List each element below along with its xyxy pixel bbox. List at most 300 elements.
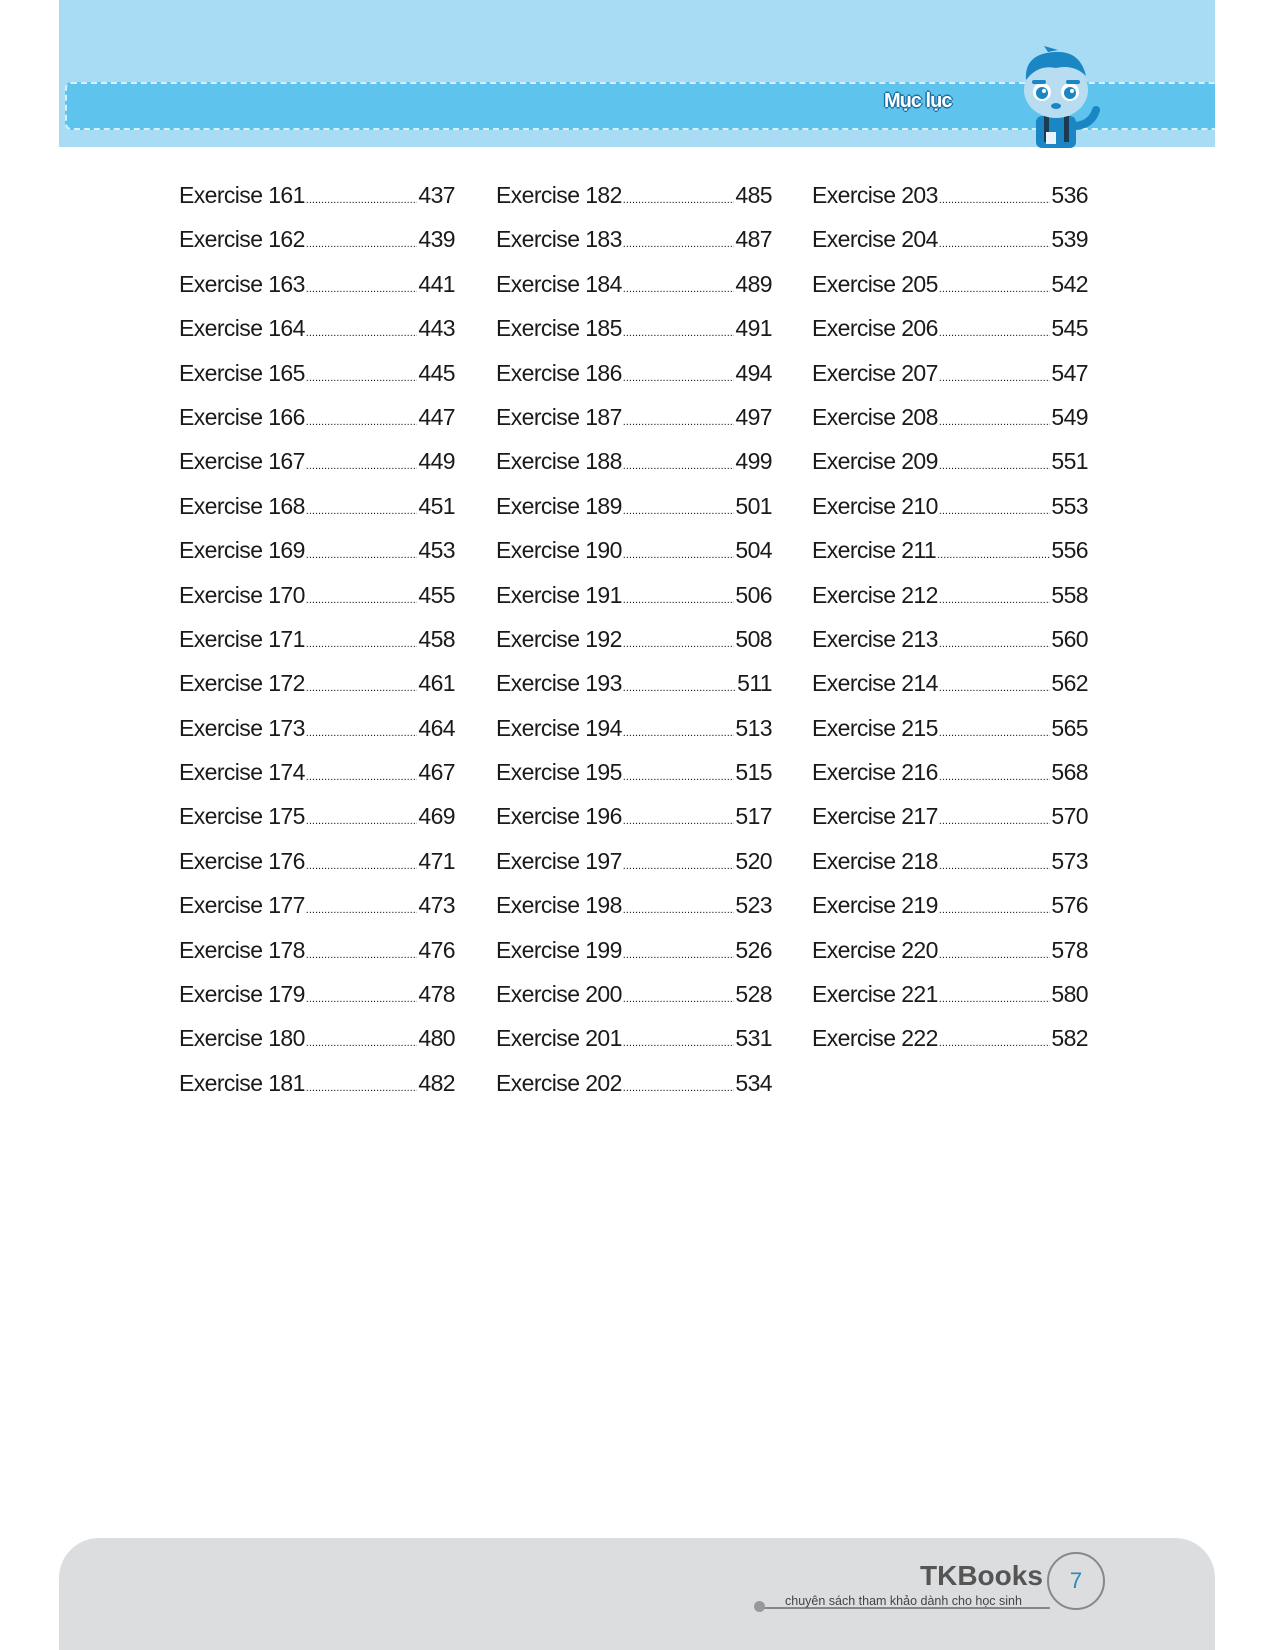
entry-number: 183 bbox=[585, 226, 622, 253]
leader-dots bbox=[306, 283, 418, 295]
leader-dots bbox=[306, 238, 418, 250]
entry-page: 449 bbox=[418, 448, 455, 475]
leader-dots bbox=[623, 372, 735, 384]
entry-page: 553 bbox=[1051, 492, 1088, 519]
toc-entry[interactable] bbox=[812, 803, 1088, 847]
entry-page: 501 bbox=[735, 492, 772, 519]
entry-label: Exercise bbox=[179, 226, 263, 253]
toc-entry[interactable] bbox=[179, 226, 455, 270]
toc-entry[interactable] bbox=[179, 937, 455, 981]
entry-page: 487 bbox=[735, 226, 772, 253]
entry-page: 473 bbox=[418, 892, 455, 919]
entry-number: 165 bbox=[268, 359, 305, 386]
leader-dots bbox=[623, 238, 735, 250]
leader-dots bbox=[623, 993, 735, 1005]
entry-page: 489 bbox=[735, 270, 772, 297]
brand-tagline: chuyên sách tham khảo dành cho học sinh bbox=[785, 1594, 1022, 1608]
entry-label: Exercise bbox=[496, 359, 580, 386]
entry-page: 478 bbox=[418, 981, 455, 1008]
leader-dots bbox=[939, 727, 1051, 739]
mascot-boy-icon bbox=[1014, 46, 1104, 148]
toc-entry[interactable] bbox=[812, 315, 1088, 359]
entry-page: 513 bbox=[735, 714, 772, 741]
toc-column bbox=[496, 182, 772, 1114]
entry-label: Exercise bbox=[179, 581, 263, 608]
entry-number: 194 bbox=[585, 714, 622, 741]
entry-page: 504 bbox=[735, 537, 772, 564]
entry-number: 212 bbox=[901, 581, 938, 608]
entry-number: 202 bbox=[585, 1069, 622, 1096]
entry-number: 181 bbox=[268, 1069, 305, 1096]
toc-entry[interactable] bbox=[496, 715, 772, 759]
page-number: 7 bbox=[1069, 1568, 1083, 1593]
entry-number: 218 bbox=[901, 847, 938, 874]
entry-number: 205 bbox=[901, 270, 938, 297]
toc-entry[interactable] bbox=[179, 759, 455, 803]
leader-dots bbox=[623, 727, 735, 739]
entry-label: Exercise bbox=[179, 448, 263, 475]
toc-entry[interactable] bbox=[496, 759, 772, 803]
entry-label: Exercise bbox=[812, 803, 896, 830]
leader-dots bbox=[306, 327, 418, 339]
entry-number: 162 bbox=[268, 226, 305, 253]
entry-page: 520 bbox=[735, 847, 772, 874]
toc-entry[interactable] bbox=[496, 360, 772, 404]
leader-dots bbox=[939, 638, 1051, 650]
leader-dots bbox=[623, 815, 735, 827]
entry-page: 549 bbox=[1051, 403, 1088, 430]
entry-label: Exercise bbox=[812, 315, 896, 342]
entry-number: 196 bbox=[585, 803, 622, 830]
entry-number: 167 bbox=[268, 448, 305, 475]
toc-entry[interactable] bbox=[812, 759, 1088, 803]
page-number-badge bbox=[1047, 1552, 1105, 1610]
toc-entry[interactable] bbox=[812, 670, 1088, 714]
leader-dots bbox=[623, 904, 735, 916]
entry-page: 511 bbox=[737, 670, 772, 697]
leader-dots bbox=[939, 949, 1051, 961]
leader-dots bbox=[306, 372, 418, 384]
toc-entry[interactable] bbox=[179, 981, 455, 1025]
entry-page: 523 bbox=[735, 892, 772, 919]
leader-dots bbox=[306, 860, 418, 872]
leader-dots bbox=[306, 727, 418, 739]
entry-label: Exercise bbox=[812, 1025, 896, 1052]
leader-dots bbox=[623, 594, 735, 606]
toc-entry[interactable] bbox=[179, 582, 455, 626]
entry-label: Exercise bbox=[496, 892, 580, 919]
toc-entry[interactable] bbox=[179, 892, 455, 936]
entry-number: 209 bbox=[901, 448, 938, 475]
entry-number: 173 bbox=[268, 714, 305, 741]
entry-page: 497 bbox=[735, 403, 772, 430]
entry-label: Exercise bbox=[179, 936, 263, 963]
entry-page: 560 bbox=[1051, 625, 1088, 652]
leader-dots bbox=[939, 771, 1051, 783]
entry-label: Exercise bbox=[496, 403, 580, 430]
leader-dots bbox=[306, 194, 418, 206]
entry-page: 573 bbox=[1051, 847, 1088, 874]
page-title: Mục lục bbox=[884, 90, 952, 112]
entry-label: Exercise bbox=[496, 270, 580, 297]
entry-number: 182 bbox=[585, 182, 622, 208]
toc-entry[interactable] bbox=[179, 1025, 455, 1069]
entry-page: 551 bbox=[1051, 448, 1088, 475]
entry-number: 175 bbox=[268, 803, 305, 830]
entry-label: Exercise bbox=[812, 226, 896, 253]
entry-number: 189 bbox=[585, 492, 622, 519]
entry-number: 215 bbox=[901, 714, 938, 741]
entry-number: 169 bbox=[268, 537, 305, 564]
toc-entry[interactable] bbox=[812, 981, 1088, 1025]
toc-entry[interactable] bbox=[179, 182, 455, 226]
toc-entry[interactable] bbox=[179, 271, 455, 315]
toc-entry[interactable] bbox=[179, 315, 455, 359]
entry-label: Exercise bbox=[496, 581, 580, 608]
toc-entry[interactable] bbox=[496, 626, 772, 670]
entry-label: Exercise bbox=[812, 625, 896, 652]
entry-number: 193 bbox=[585, 670, 622, 697]
entry-page: 471 bbox=[418, 847, 455, 874]
entry-number: 172 bbox=[268, 670, 305, 697]
entry-number: 211 bbox=[901, 537, 937, 564]
entry-label: Exercise bbox=[179, 981, 263, 1008]
entry-number: 191 bbox=[585, 581, 622, 608]
entry-page: 467 bbox=[418, 759, 455, 786]
entry-page: 515 bbox=[735, 759, 772, 786]
entry-page: 542 bbox=[1051, 270, 1088, 297]
entry-number: 164 bbox=[268, 315, 305, 342]
entry-number: 221 bbox=[901, 981, 938, 1008]
entry-label: Exercise bbox=[179, 537, 263, 564]
entry-number: 197 bbox=[585, 847, 622, 874]
entry-number: 198 bbox=[585, 892, 622, 919]
entry-page: 534 bbox=[735, 1069, 772, 1096]
entry-label: Exercise bbox=[179, 1069, 263, 1096]
entry-label: Exercise bbox=[179, 670, 263, 697]
entry-label: Exercise bbox=[179, 182, 263, 208]
entry-label: Exercise bbox=[179, 714, 263, 741]
entry-number: 188 bbox=[585, 448, 622, 475]
toc-entry[interactable] bbox=[179, 848, 455, 892]
entry-label: Exercise bbox=[496, 981, 580, 1008]
entry-label: Exercise bbox=[179, 315, 263, 342]
entry-label: Exercise bbox=[496, 1025, 580, 1052]
leader-dots bbox=[306, 949, 418, 961]
entry-label: Exercise bbox=[812, 403, 896, 430]
toc-entry[interactable] bbox=[812, 448, 1088, 492]
entry-label: Exercise bbox=[496, 1069, 580, 1096]
entry-label: Exercise bbox=[496, 670, 580, 697]
leader-dots bbox=[939, 682, 1051, 694]
toc-entry[interactable] bbox=[812, 360, 1088, 404]
entry-number: 170 bbox=[268, 581, 305, 608]
entry-page: 562 bbox=[1051, 670, 1088, 697]
leader-dots bbox=[623, 460, 735, 472]
toc-entry[interactable] bbox=[496, 404, 772, 448]
toc-entry[interactable] bbox=[812, 715, 1088, 759]
leader-dots bbox=[306, 505, 418, 517]
entry-page: 580 bbox=[1051, 981, 1088, 1008]
toc-entry[interactable] bbox=[179, 1070, 455, 1114]
toc-entry[interactable] bbox=[812, 626, 1088, 670]
entry-page: 506 bbox=[735, 581, 772, 608]
entry-label: Exercise bbox=[812, 759, 896, 786]
entry-number: 186 bbox=[585, 359, 622, 386]
entry-label: Exercise bbox=[496, 936, 580, 963]
leader-dots bbox=[306, 594, 418, 606]
toc-entry[interactable] bbox=[812, 937, 1088, 981]
leader-dots bbox=[306, 549, 418, 561]
entry-page: 455 bbox=[418, 581, 455, 608]
entry-number: 213 bbox=[901, 625, 938, 652]
entry-page: 528 bbox=[735, 981, 772, 1008]
toc-entry[interactable] bbox=[496, 803, 772, 847]
entry-page: 482 bbox=[418, 1069, 455, 1096]
toc-entry[interactable] bbox=[496, 182, 772, 226]
entry-label: Exercise bbox=[496, 625, 580, 652]
leader-dots bbox=[306, 1082, 418, 1094]
entry-number: 171 bbox=[268, 625, 305, 652]
entry-page: 576 bbox=[1051, 892, 1088, 919]
leader-dots bbox=[939, 283, 1051, 295]
entry-label: Exercise bbox=[496, 714, 580, 741]
toc-entry[interactable] bbox=[812, 537, 1088, 581]
entry-number: 185 bbox=[585, 315, 622, 342]
toc-entry[interactable] bbox=[179, 803, 455, 847]
entry-label: Exercise bbox=[812, 581, 896, 608]
entry-page: 582 bbox=[1051, 1025, 1088, 1052]
entry-label: Exercise bbox=[496, 226, 580, 253]
entry-number: 163 bbox=[268, 270, 305, 297]
entry-number: 206 bbox=[901, 315, 938, 342]
toc-entry[interactable] bbox=[496, 670, 772, 714]
entry-page: 453 bbox=[418, 537, 455, 564]
entry-number: 176 bbox=[268, 847, 305, 874]
entry-page: 437 bbox=[418, 182, 455, 208]
leader-dots bbox=[623, 771, 735, 783]
toc-entry[interactable] bbox=[812, 271, 1088, 315]
toc-entry[interactable] bbox=[496, 892, 772, 936]
leader-dots bbox=[939, 238, 1051, 250]
entry-page: 491 bbox=[735, 315, 772, 342]
toc-column bbox=[179, 182, 455, 1114]
leader-dots bbox=[939, 372, 1051, 384]
toc-entry[interactable] bbox=[496, 1025, 772, 1069]
toc-entry[interactable] bbox=[812, 404, 1088, 448]
entry-page: 568 bbox=[1051, 759, 1088, 786]
toc-entry[interactable] bbox=[812, 1025, 1088, 1069]
toc-entry[interactable] bbox=[496, 537, 772, 581]
leader-dots bbox=[623, 549, 735, 561]
leader-dots bbox=[939, 194, 1051, 206]
entry-page: 499 bbox=[735, 448, 772, 475]
entry-label: Exercise bbox=[496, 315, 580, 342]
leader-dots bbox=[939, 1037, 1051, 1049]
entry-label: Exercise bbox=[812, 670, 896, 697]
toc-entry[interactable] bbox=[179, 360, 455, 404]
toc-entry[interactable] bbox=[812, 848, 1088, 892]
entry-page: 558 bbox=[1051, 581, 1088, 608]
entry-label: Exercise bbox=[179, 403, 263, 430]
leader-dots bbox=[306, 993, 418, 1005]
leader-dots bbox=[939, 460, 1051, 472]
toc-entry[interactable] bbox=[496, 1070, 772, 1114]
entry-label: Exercise bbox=[812, 714, 896, 741]
entry-label: Exercise bbox=[496, 537, 580, 564]
leader-dots bbox=[623, 638, 735, 650]
entry-number: 174 bbox=[268, 759, 305, 786]
toc-entry[interactable] bbox=[179, 626, 455, 670]
entry-page: 439 bbox=[418, 226, 455, 253]
entry-number: 219 bbox=[901, 892, 938, 919]
entry-label: Exercise bbox=[496, 448, 580, 475]
toc-entry[interactable] bbox=[496, 448, 772, 492]
entry-page: 476 bbox=[418, 936, 455, 963]
entry-label: Exercise bbox=[179, 847, 263, 874]
entry-number: 180 bbox=[268, 1025, 305, 1052]
toc-entry[interactable] bbox=[496, 981, 772, 1025]
entry-number: 199 bbox=[585, 936, 622, 963]
entry-label: Exercise bbox=[812, 537, 896, 564]
entry-number: 203 bbox=[901, 182, 938, 208]
leader-dots bbox=[939, 594, 1051, 606]
entry-page: 565 bbox=[1051, 714, 1088, 741]
entry-number: 187 bbox=[585, 403, 622, 430]
page-footer bbox=[59, 1538, 1215, 1650]
entry-number: 161 bbox=[268, 182, 305, 208]
entry-label: Exercise bbox=[496, 492, 580, 519]
leader-dots bbox=[623, 1082, 735, 1094]
entry-page: 526 bbox=[735, 936, 772, 963]
entry-label: Exercise bbox=[812, 492, 896, 519]
leader-dots bbox=[306, 1037, 418, 1049]
toc-entry[interactable] bbox=[812, 182, 1088, 226]
entry-page: 447 bbox=[418, 403, 455, 430]
entry-page: 441 bbox=[418, 270, 455, 297]
toc-entry[interactable] bbox=[496, 937, 772, 981]
leader-dots bbox=[306, 460, 418, 472]
toc-entry[interactable] bbox=[812, 582, 1088, 626]
entry-number: 201 bbox=[585, 1025, 622, 1052]
footer-dot bbox=[754, 1601, 765, 1612]
entry-number: 210 bbox=[901, 492, 938, 519]
entry-label: Exercise bbox=[812, 981, 896, 1008]
leader-dots bbox=[306, 638, 418, 650]
toc-entry[interactable] bbox=[812, 892, 1088, 936]
leader-dots bbox=[623, 194, 735, 206]
entry-page: 458 bbox=[418, 625, 455, 652]
leader-dots bbox=[623, 682, 736, 694]
entry-page: 494 bbox=[735, 359, 772, 386]
entry-page: 451 bbox=[418, 492, 455, 519]
entry-label: Exercise bbox=[179, 625, 263, 652]
entry-page: 545 bbox=[1051, 315, 1088, 342]
entry-page: 485 bbox=[735, 182, 772, 208]
toc-entry[interactable] bbox=[496, 271, 772, 315]
entry-page: 556 bbox=[1051, 537, 1088, 564]
leader-dots bbox=[623, 860, 735, 872]
entry-label: Exercise bbox=[179, 359, 263, 386]
toc-entry[interactable] bbox=[179, 537, 455, 581]
entry-page: 469 bbox=[418, 803, 455, 830]
leader-dots bbox=[623, 949, 735, 961]
entry-number: 207 bbox=[901, 359, 938, 386]
entry-number: 166 bbox=[268, 403, 305, 430]
toc-entry[interactable] bbox=[812, 493, 1088, 537]
entry-label: Exercise bbox=[496, 759, 580, 786]
entry-number: 192 bbox=[585, 625, 622, 652]
entry-label: Exercise bbox=[812, 892, 896, 919]
entry-label: Exercise bbox=[179, 270, 263, 297]
entry-label: Exercise bbox=[496, 182, 580, 208]
entry-page: 570 bbox=[1051, 803, 1088, 830]
entry-label: Exercise bbox=[812, 270, 896, 297]
entry-number: 190 bbox=[585, 537, 622, 564]
toc-column bbox=[812, 182, 1088, 1070]
entry-number: 184 bbox=[585, 270, 622, 297]
brand-logo: TKBooks bbox=[920, 1560, 1043, 1591]
toc-entry[interactable] bbox=[496, 582, 772, 626]
entry-number: 195 bbox=[585, 759, 622, 786]
leader-dots bbox=[623, 416, 735, 428]
leader-dots bbox=[939, 993, 1051, 1005]
entry-number: 217 bbox=[901, 803, 938, 830]
toc-entry[interactable] bbox=[496, 493, 772, 537]
entry-page: 445 bbox=[418, 359, 455, 386]
leader-dots bbox=[939, 904, 1051, 916]
entry-label: Exercise bbox=[179, 1025, 263, 1052]
entry-label: Exercise bbox=[812, 448, 896, 475]
entry-number: 179 bbox=[268, 981, 305, 1008]
entry-number: 208 bbox=[901, 403, 938, 430]
entry-number: 204 bbox=[901, 226, 938, 253]
toc-entry[interactable] bbox=[179, 670, 455, 714]
entry-label: Exercise bbox=[179, 759, 263, 786]
entry-number: 168 bbox=[268, 492, 305, 519]
toc-entry[interactable] bbox=[179, 493, 455, 537]
toc-entry[interactable] bbox=[179, 404, 455, 448]
leader-dots bbox=[306, 682, 418, 694]
leader-dots bbox=[623, 283, 735, 295]
entry-page: 536 bbox=[1051, 182, 1088, 208]
entry-page: 461 bbox=[418, 670, 455, 697]
entry-page: 539 bbox=[1051, 226, 1088, 253]
entry-number: 216 bbox=[901, 759, 938, 786]
entry-page: 480 bbox=[418, 1025, 455, 1052]
toc-entry[interactable] bbox=[179, 448, 455, 492]
entry-label: Exercise bbox=[812, 936, 896, 963]
entry-page: 464 bbox=[418, 714, 455, 741]
leader-dots bbox=[306, 815, 418, 827]
leader-dots bbox=[306, 771, 418, 783]
leader-dots bbox=[939, 815, 1051, 827]
leader-dots bbox=[306, 416, 418, 428]
toc-entry[interactable] bbox=[496, 226, 772, 270]
toc-entry[interactable] bbox=[496, 315, 772, 359]
toc-entry[interactable] bbox=[496, 848, 772, 892]
entry-page: 547 bbox=[1051, 359, 1088, 386]
leader-dots bbox=[939, 327, 1051, 339]
toc-entry[interactable] bbox=[179, 715, 455, 759]
toc-entry[interactable] bbox=[812, 226, 1088, 270]
entry-label: Exercise bbox=[812, 359, 896, 386]
leader-dots bbox=[306, 904, 418, 916]
entry-page: 508 bbox=[735, 625, 772, 652]
entry-page: 578 bbox=[1051, 936, 1088, 963]
entry-page: 443 bbox=[418, 315, 455, 342]
entry-label: Exercise bbox=[496, 803, 580, 830]
